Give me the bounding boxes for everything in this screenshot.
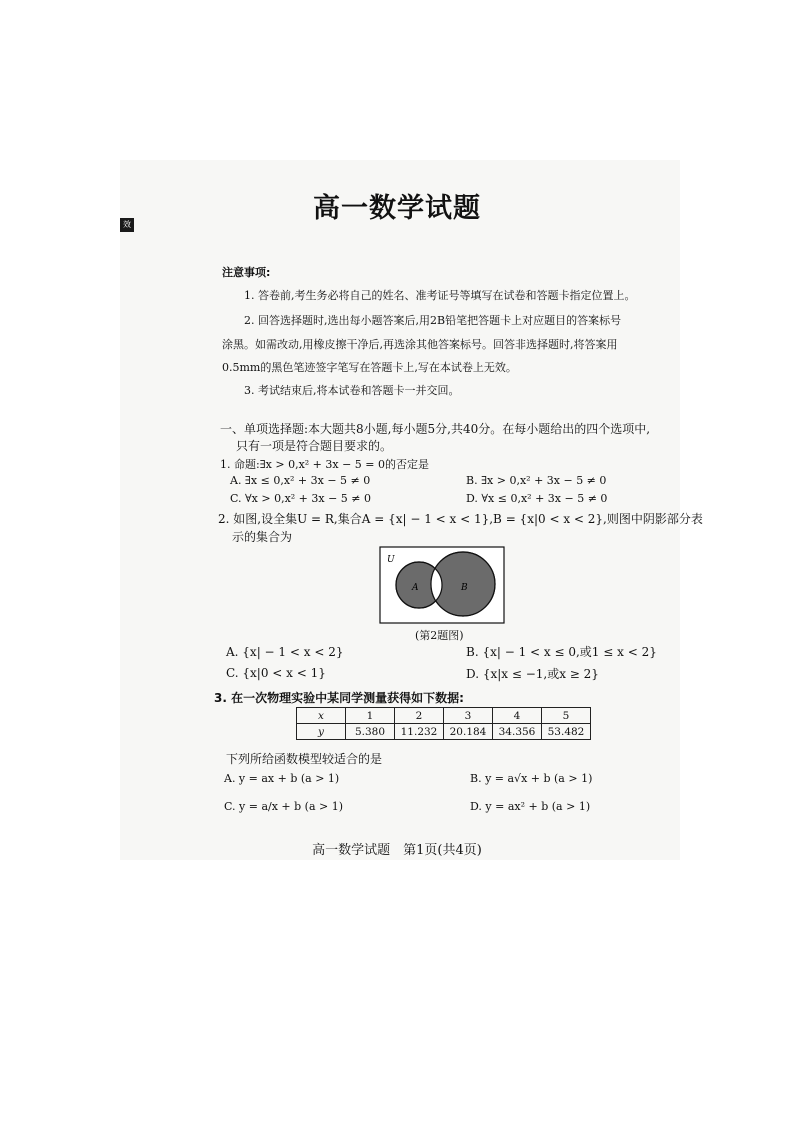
table-cell: 2 <box>395 708 444 724</box>
notice-item-3: 3. 考试结束后,将本试卷和答题卡一并交回。 <box>244 384 460 397</box>
table-row <box>297 708 591 724</box>
side-mark: 效 <box>120 218 134 232</box>
q1-option-b: B. ∃x > 0,x² + 3x − 5 ≠ 0 <box>466 474 607 487</box>
q2-option-c: C. {x|0 < x < 1} <box>226 666 326 680</box>
table-cell: 1 <box>346 708 395 724</box>
q3-substem: 下列所给函数模型较适合的是 <box>226 752 383 766</box>
q2-option-a: A. {x| − 1 < x < 2} <box>226 645 344 659</box>
notice-heading: 注意事项: <box>222 266 271 279</box>
page-title: 高一数学试题 <box>313 193 481 224</box>
q2-figure-caption: (第2题图) <box>415 629 464 642</box>
notice-item-2-line-1: 2. 回答选择题时,选出每小题答案后,用2B铅笔把答题卡上对应题目的答案标号 <box>244 314 622 327</box>
q2-option-b: B. {x| − 1 < x ≤ 0,或1 ≤ x < 2} <box>466 645 657 659</box>
page-footer: 高一数学试题 第1页(共4页) <box>312 843 482 858</box>
q3-stem: 3. 在一次物理实验中某同学测量获得如下数据: <box>214 691 464 705</box>
notice-item-2-line-3: 0.5mm的黑色笔迹签字笔写在答题卡上,写在本试卷上无效。 <box>222 361 517 374</box>
venn-label-u: U <box>387 555 395 565</box>
q3-option-d: D. y = ax² + b (a > 1) <box>470 800 591 813</box>
table-cell: 11.232 <box>395 724 444 740</box>
table-header-y: y <box>297 724 346 740</box>
venn-label-a: A <box>412 583 419 593</box>
q3-data-table <box>296 707 591 740</box>
venn-label-b: B <box>461 583 468 593</box>
section-heading-line-1: 一、单项选择题:本大题共8小题,每小题5分,共40分。在每小题给出的四个选项中, <box>220 422 651 436</box>
q3-option-c: C. y = a/x + b (a > 1) <box>224 800 344 813</box>
table-cell: 53.482 <box>542 724 591 740</box>
table-cell: 5.380 <box>346 724 395 740</box>
notice-item-1: 1. 答卷前,考生务必将自己的姓名、准考证号等填写在试卷和答题卡指定位置上。 <box>244 289 636 302</box>
table-cell: 4 <box>493 708 542 724</box>
q2-stem-line-1: 2. 如图,设全集U = R,集合A = {x| − 1 < x < 1},B = {x|0 < x < 2},则图中阴影部分表 <box>218 512 703 526</box>
q2-option-d: D. {x|x ≤ −1,或x ≥ 2} <box>466 667 599 681</box>
q1-option-a: A. ∃x ≤ 0,x² + 3x − 5 ≠ 0 <box>230 474 371 487</box>
table-cell: 5 <box>542 708 591 724</box>
q2-stem-line-2: 示的集合为 <box>232 530 293 544</box>
table-header-x: x <box>297 708 346 724</box>
table-cell: 34.356 <box>493 724 542 740</box>
notice-item-2-line-2: 涂黑。如需改动,用橡皮擦干净后,再选涂其他答案标号。回答非选择题时,将答案用 <box>222 338 618 351</box>
q1-stem: 1. 命题:∃x > 0,x² + 3x − 5 = 0的否定是 <box>220 458 430 471</box>
table-cell: 3 <box>444 708 493 724</box>
q1-option-d: D. ∀x ≤ 0,x² + 3x − 5 ≠ 0 <box>466 492 608 505</box>
q1-option-c: C. ∀x > 0,x² + 3x − 5 ≠ 0 <box>230 492 372 505</box>
q3-option-b: B. y = a√x + b (a > 1) <box>470 772 593 785</box>
table-cell: 20.184 <box>444 724 493 740</box>
section-heading-line-2: 只有一项是符合题目要求的。 <box>236 439 393 453</box>
table-row <box>297 724 591 740</box>
venn-diagram <box>379 546 505 626</box>
q3-option-a: A. y = ax + b (a > 1) <box>224 772 340 785</box>
